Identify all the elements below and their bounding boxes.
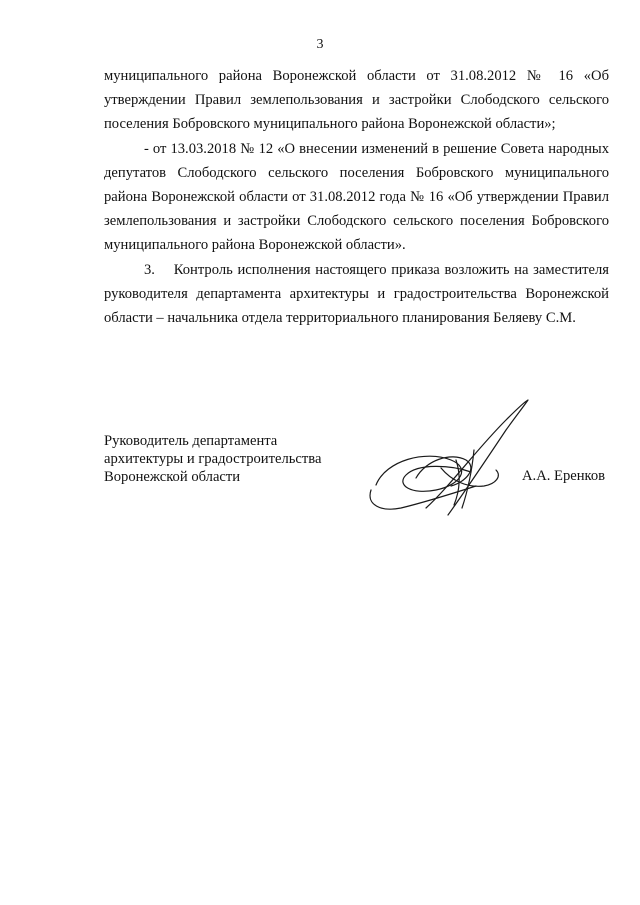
paragraph-continuation: муниципального района Воронежской области от 31.08.2012 № 16 «Об утверждении Правил землепользования и застройки Слободского сельского поселения Бобровского муниципального района Воронежской области»; <box>104 68 609 133</box>
paragraph-amendment-item: - от 13.03.2018 № 12 «О внесении изменений в решение Совета народных депутатов Слободского сельского поселения Бобровского муниципального района Воронежской области от 31.08.2012 года № 16 «Об утверждении Правил землепользования и застройки Слободского сельского поселения Бобровского муниципального района Воронежской области». <box>104 140 609 254</box>
signatory-position-line: Руководитель департамента <box>104 433 278 449</box>
signatory-name: А.А. Еренков <box>522 468 606 484</box>
signatory-position <box>104 432 321 486</box>
document-body <box>104 64 609 330</box>
paragraph-control-clause: 3. Контроль исполнения настоящего приказа возложить на заместителя руководителя департамента архитектуры и градостроительства Воронежской области – начальника отдела территориального планирования Беляеву С.М. <box>104 261 609 327</box>
page-number: 3 <box>316 37 324 52</box>
signatory-position-line: Воронежской области <box>104 469 241 485</box>
handwritten-signature <box>356 390 556 530</box>
signatory-position-line: архитектуры и градостроительства <box>104 451 322 467</box>
